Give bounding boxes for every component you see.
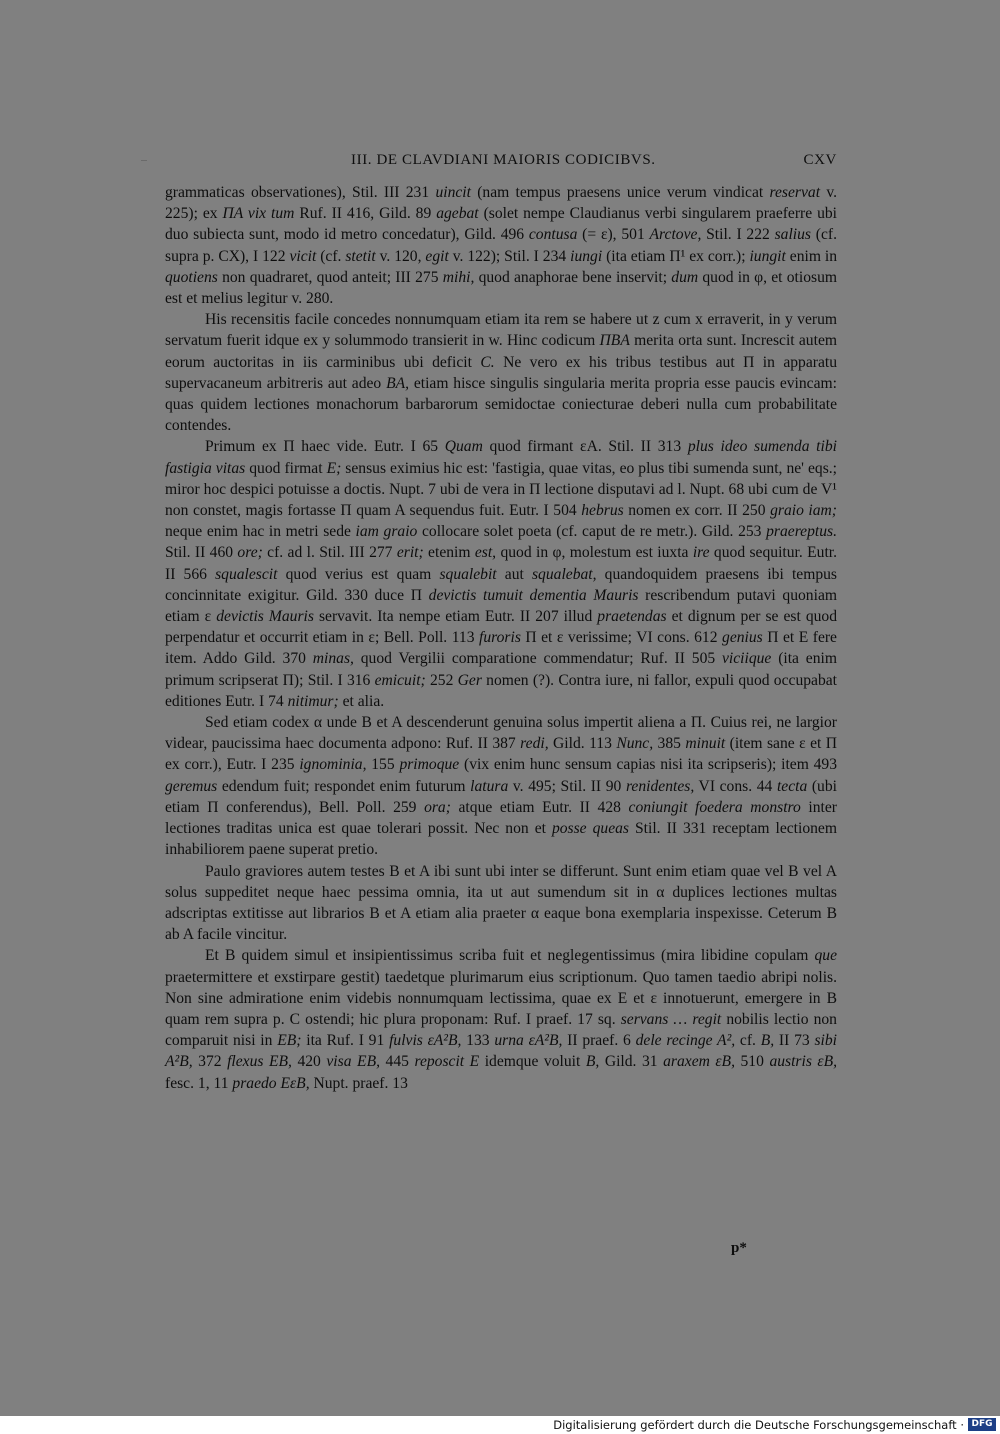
text-run: Stil. II 331 receptam lectionem inhabiliorem paene superat pretio.: [165, 820, 837, 859]
italic-run: viciique: [722, 650, 772, 668]
italic-run: reservat: [769, 184, 821, 201]
text-run: 252: [425, 671, 458, 689]
italic-run: minuit: [685, 735, 726, 753]
italic-run: posse queas: [551, 820, 629, 838]
text-run: Π et E fere item. Addo Gild. 370: [165, 629, 837, 668]
italic-run: que: [814, 947, 837, 965]
text-run: quandoquidem praesens ibi tempus concinnitate exigitur. Gild. 330 duce Π: [165, 565, 837, 604]
text-run: (cf. supra p. CX), I 122: [165, 226, 837, 265]
italic-run: quotiens: [165, 268, 218, 286]
dfg-logo[interactable]: DFG: [968, 1418, 996, 1431]
italic-run: dum: [671, 268, 699, 286]
italic-run: ire: [692, 544, 710, 562]
paragraph-2: [165, 309, 837, 436]
paragraph-5: [165, 861, 837, 946]
italic-run: latura: [470, 777, 509, 795]
text-run: quod in φ, molestum est iuxta: [496, 544, 693, 562]
italic-run: vicit: [289, 247, 317, 265]
italic-run: ignominia,: [299, 756, 367, 774]
italic-run: tecta: [776, 777, 808, 795]
text-run: praetermittere et exstirpare gestit) taedetque plurimarum eius scriptionum. Quo tamen taedio abripi nolis. Non sine admiratione enim videbis nonnumquam lectissima, quae ex E et ε innotuerunt, emergere in B quam rem supra p. C ostendi; hic plura proponam: Ruf. I praef. 17 sq.: [165, 968, 837, 1028]
italic-run: dele recinge A²,: [635, 1032, 736, 1050]
italic-run: urna εA²B,: [494, 1032, 563, 1050]
text-run: (cf.: [316, 247, 346, 265]
text-run: (ita enim primum scripserat Π); Stil. I 316: [165, 650, 837, 689]
italic-run: graio iam;: [770, 502, 838, 520]
italic-run: reposcit E: [414, 1053, 480, 1071]
italic-run: stetit: [345, 247, 376, 265]
text-run: Ruf. II 416, Gild. 89: [294, 205, 437, 223]
text-run: rescribendum putavi quoniam etiam ε: [165, 586, 837, 626]
italic-run: redi,: [520, 735, 549, 753]
text-run: 445: [380, 1053, 415, 1071]
italic-run: Ger: [457, 671, 482, 689]
italic-run: praedo EεB,: [232, 1074, 310, 1092]
italic-run: egit: [425, 247, 449, 265]
text-run: etenim: [423, 544, 475, 562]
italic-run: praereptus.: [766, 523, 837, 541]
italic-run: Nunc,: [616, 735, 654, 753]
italic-run: EB;: [277, 1032, 302, 1050]
text-run: (= ε), 501: [577, 226, 650, 244]
italic-run: ore;: [237, 544, 263, 562]
paragraph-1: [165, 182, 837, 309]
italic-run: fulvis εA²B,: [389, 1032, 462, 1050]
text-run: v. 495; Stil. II 90: [508, 777, 626, 795]
italic-run: iungi: [570, 247, 603, 265]
text-run: 385: [653, 735, 686, 753]
italic-run: squalescit: [215, 565, 278, 583]
italic-run: BA,: [386, 374, 410, 392]
text-run: cf. ad l. Stil. III 277: [262, 544, 397, 562]
footer-bar: [0, 1416, 1000, 1434]
text-run: aut: [496, 565, 532, 583]
text-run: atque etiam Eutr. II 428: [450, 798, 629, 816]
text-run: nomen ex corr. II 250: [623, 502, 771, 520]
italic-run: iungit: [749, 247, 786, 265]
italic-run: contusa: [528, 226, 578, 244]
paragraph-6: [165, 945, 837, 1093]
text-run: Et B quidem simul et insipientissimus scriba fuit et neglegentissimus (mira libidine copulam: [205, 947, 815, 965]
text-run: enim in: [785, 247, 837, 265]
text-run: collocare solet poeta (cf. caput de re metr.). Gild. 253: [417, 523, 767, 541]
text-run: II 73: [774, 1032, 815, 1050]
text-run: Nupt. praef. 13: [309, 1074, 408, 1092]
italic-run: erit;: [396, 544, 424, 562]
text-run: v. 122); Stil. I 234: [448, 247, 571, 265]
text-run: quod sequitur. Eutr. II 566: [165, 544, 838, 583]
italic-run: devictis Mauris: [216, 608, 314, 626]
text-run: Primum ex Π haec vide. Eutr. I 65: [205, 438, 445, 456]
text-run: servavit. Ita nempe etiam Eutr. II 207 illud: [313, 608, 598, 626]
text-run: edendum fuit; respondet enim futurum: [217, 777, 471, 795]
italic-run: squalebit: [439, 565, 497, 583]
italic-run: flexus EB,: [227, 1053, 292, 1071]
text-run: 155: [366, 756, 400, 774]
text-run: ita Ruf. I 91: [301, 1032, 390, 1050]
italic-run: uincit: [435, 184, 471, 201]
text-run: quod firmat: [245, 459, 327, 477]
text-run: 510: [734, 1053, 770, 1071]
text-run: Stil. I 222: [701, 226, 775, 244]
italic-run: est,: [474, 544, 497, 562]
italic-run: B,: [585, 1053, 600, 1071]
text-run: quod verius est quam: [277, 565, 440, 583]
text-run: etiam hisce singulis singularia merita propria esse paucis evincam: quas quidem lectiones monachorum barbarorum semidoctae coniecturae deberi nulla cum probabilitate contendes.: [165, 374, 837, 435]
text-run: merita orta sunt. Increscit autem eorum auctoritas in iis carminibus ubi deficit: [165, 332, 837, 371]
text-run: VI cons. 44: [694, 777, 777, 795]
italic-run: ΠBA: [599, 332, 630, 350]
italic-run: austris εB,: [769, 1053, 838, 1071]
italic-run: praetendas: [597, 608, 667, 626]
italic-run: salius: [774, 226, 812, 244]
text-run: Stil. II 460: [165, 544, 238, 562]
text-run: quod Vergilii comparatione commendatur; Ruf. II 505: [353, 650, 722, 668]
italic-run: primoque: [399, 756, 460, 774]
margin-mark: [141, 160, 147, 161]
italic-run: araxem εB,: [663, 1053, 735, 1071]
text-run: Sed etiam codex α unde B et A descenderunt genuina solus impertit aliena a Π. Cuius rei, ne largior videar, paucissima haec documenta adpono: Ruf. II 387: [165, 714, 837, 753]
italic-run: hebrus: [581, 502, 624, 520]
italic-run: C.: [480, 353, 495, 371]
text-run: (solet nempe Claudianus verbi singularem praeferre ubi duo subiecta sunt, modo id metro concedatur), Gild. 496: [165, 205, 838, 244]
italic-run: ΠA vix tum: [222, 205, 295, 223]
text-run: cf.: [735, 1032, 761, 1050]
text-run: 133: [461, 1032, 495, 1050]
text-run: (vix enim hunc sensum capias nisi ita scripseris); item 493: [459, 756, 838, 774]
italic-run: agebat: [436, 205, 479, 223]
funding-note: Digitalisierung gefördert durch die Deutsche Forschungsgemeinschaft ·: [553, 1418, 964, 1432]
text-run: sensus eximius hic est: 'fastigia, quae vitas, eo plus tibi sumenda sunt, ne' eqs.; miror hoc despici potuisse a doctis. Nupt. 7 ubi de vera in Π lectione disputavi ad l. Nupt. 68 ubi cum de V¹ non constet, magis fortasse Π quam A sequendus fuit. Eutr. I 504: [165, 459, 838, 520]
text-run: inter lectiones traditas unica est quae tolerari possit. Nec non et: [165, 798, 837, 838]
text-run: non quadraret, quod anteit; III 275: [217, 268, 443, 286]
text-run: Ne vero ex his tribus testibus aut Π in apparatu supervacaneum arbitreris aut adeo: [165, 353, 837, 392]
italic-run: E;: [326, 459, 342, 477]
italic-run: devictis tumuit dementia Mauris: [428, 586, 639, 604]
text-run: Gild. 113: [548, 735, 617, 753]
text-run: Π et ε verissime; VI cons. 612: [520, 629, 723, 647]
signature-mark: p*: [731, 1240, 747, 1256]
text-run: Paulo graviores autem testes B et A ibi sunt ubi inter se differunt. Sunt enim etiam quae vel B vel A solus suppeditet neque haec pessima omnia, ita ut aut sumendum sit in α duplices lectiones multas adscriptas extitisse aut librarios B et A etiam alia praeter α eaque bona exemplaria inspexisse. Ceterum B ab A facile vincitur.: [165, 862, 837, 944]
text-run: nomen (?). Contra iure, ni fallor, expuli quod occupabat editiones Eutr. I 74: [165, 671, 838, 710]
text-run: et alia.: [338, 692, 385, 710]
paragraph-3: [165, 436, 837, 712]
italic-run: Quam: [444, 438, 483, 456]
italic-run: visa EB,: [326, 1053, 380, 1071]
text-run: et dignum per se est quod perpendatur et occurrit etiam in ε; Bell. Poll. 113: [165, 608, 838, 647]
italic-run: coniungit foedera monstro: [628, 798, 801, 816]
text-run: quod anaphorae bene inservit;: [474, 268, 672, 286]
body-text: [165, 182, 837, 1094]
italic-run: ora;: [424, 798, 451, 816]
running-head: [165, 152, 837, 174]
text-run: v. 225); ex: [165, 184, 838, 223]
italic-run: genius: [722, 629, 763, 647]
italic-run: mihi,: [442, 268, 475, 286]
text-run: neque enim hac in metri sede: [165, 523, 356, 541]
text-run: quod in φ, et otiosum est et melius legitur v. 280.: [165, 268, 837, 308]
text-run: His recensitis facile concedes nonnumquam etiam ita rem se habere ut z cum x erraverit, in y verum servatum fuerit idque ex y solummodo transierit in w. Hinc codicum: [165, 311, 837, 350]
italic-run: emicuit;: [374, 671, 426, 689]
italic-run: furoris: [479, 629, 521, 647]
italic-run: iam graio: [355, 523, 418, 541]
text-run: II praef. 6: [562, 1032, 636, 1050]
text-run: idemque voluit: [479, 1053, 586, 1071]
running-head-title: III. DE CLAVDIANI MAIORIS CODICIBVS.: [351, 152, 656, 168]
italic-run: renidentes,: [625, 777, 695, 795]
text-run: (ita etiam Π¹ ex corr.);: [602, 247, 750, 265]
text-run: (ubi etiam Π conferendus), Bell. Poll. 259: [165, 777, 837, 816]
text-run: v. 120,: [375, 247, 426, 265]
text-run: nobilis lectio non comparuit nisi in: [165, 1010, 837, 1050]
italic-run: Arctove,: [649, 226, 702, 244]
italic-run: minas,: [312, 650, 354, 668]
italic-run: sibi A²B,: [165, 1032, 838, 1071]
italic-run: servans … regit: [620, 1010, 722, 1028]
italic-run: B,: [760, 1032, 775, 1050]
italic-run: squalebat,: [531, 565, 597, 583]
text-run: quod firmant εA. Stil. II 313: [482, 438, 688, 456]
text-run: (item sane ε et Π ex corr.), Eutr. I 235: [165, 735, 838, 774]
italic-run: geremus: [165, 777, 218, 795]
text-run: Gild. 31: [599, 1053, 664, 1071]
text-run: 372: [192, 1053, 228, 1071]
text-run: 420: [291, 1053, 327, 1071]
italic-run: nitimur;: [287, 692, 339, 710]
italic-run: plus ideo sumenda tibi fastigia vitas: [165, 438, 837, 477]
text-run: (nam tempus praesens unice verum vindicat: [470, 184, 770, 201]
text-run: fesc. 1, 11: [165, 1074, 233, 1092]
text-run: grammaticas observationes), Stil. III 231: [165, 184, 436, 201]
page-number: CXV: [803, 152, 837, 168]
paragraph-4: [165, 712, 837, 860]
